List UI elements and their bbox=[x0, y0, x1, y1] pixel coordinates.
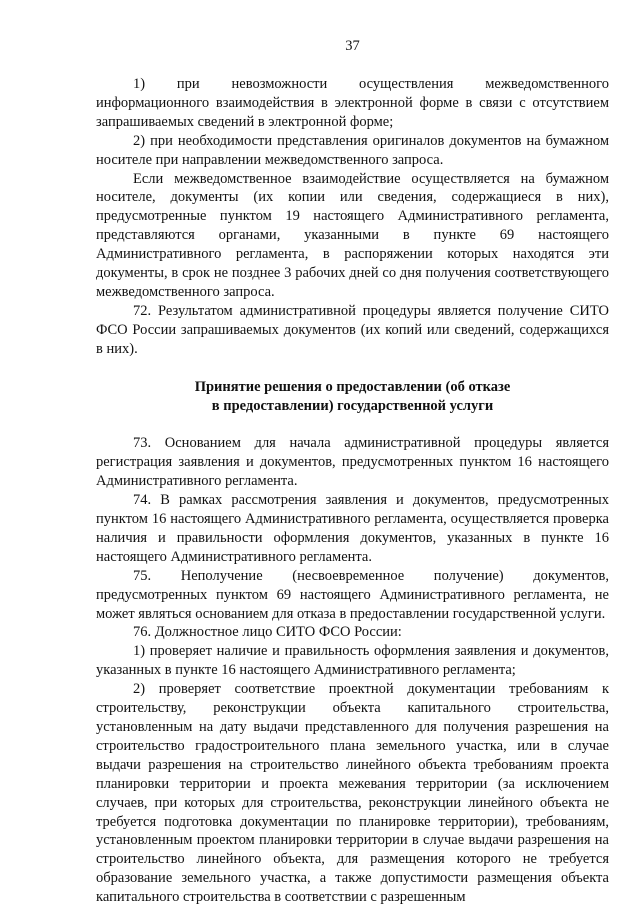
paragraph-clause-2: 2) при необходимости представления оригиналов документов на бумажном носителе при направлении межведомственного запроса. bbox=[96, 132, 609, 168]
paragraph-76: 76. Должностное лицо СИТО ФСО России: bbox=[133, 624, 402, 641]
section-heading-line-1: Принятие решения о предоставлении (об отказе bbox=[194, 378, 511, 395]
paragraph-clause-1: 1) при невозможности осуществления межведомственного информационного взаимодействия в электронной форме в связи с отсутствием запрашиваемых сведений в электронной форме; bbox=[96, 76, 609, 130]
paragraph-72: 72. Результатом административной процедуры является получение СИТО ФСО России запрашиваемых документов (их копий или сведений, содержащихся в них). bbox=[96, 302, 609, 357]
paragraph-75: 75. Неполучение (несвоевременное получение) документов, предусмотренных пунктом 69 настоящего Административного регламента, не может являться основанием для отказа в предоставлении государственной услуги. bbox=[96, 567, 609, 622]
paragraph-73: 73. Основанием для начала административной процедуры является регистрация заявления и документов, предусмотренных пунктом 16 настоящего Административного регламента. bbox=[96, 435, 609, 490]
paragraph-76-item-2: 2) проверяет соответствие проектной документации требованиям к строительству, реконструкции объекта капитального строительства, установленным на дату выдачи представленного для получения разрешения на строительство градостроительного плана земельного участка, или в случае выдачи разрешения на строительство линейного объекта требованиям проекта планировки территории и проекта межевания территории (за исключением случаев, при которых для строительства, реконструкции линейного объекта не требуется подготовка документации по планировке территории), требованиям, установленным проектом планировки территории в случае выдачи разрешения на строительство линейного объекта, для размещения которого не требуется образование земельного участка, а также допустимости размещения объекта капитального строительства в соответствии с разрешенным bbox=[96, 681, 609, 906]
section-heading-line-2: в предоставлении) государственной услуги bbox=[211, 397, 494, 414]
paragraph-paper-interaction: Если межведомственное взаимодействие осуществляется на бумажном носителе, документы (их копии или сведения, содержащиеся в них), предусмотренные пунктом 19 настоящего Административного регламента, представляются органами, указанными в пункте 69 настоящего Административного регламента, в распоряжении которых находятся эти документы, в срок не позднее 3 рабочих дней со дня получения соответствующего межведомственного запроса. bbox=[96, 170, 609, 300]
paragraph-76-item-1: 1) проверяет наличие и правильность оформления заявления и документов, указанных в пункте 16 настоящего Административного регламента; bbox=[96, 643, 609, 679]
page-number: 37 bbox=[345, 38, 360, 54]
paragraph-74: 74. В рамках рассмотрения заявления и документов, предусмотренных пунктом 16 настоящего Административного регламента, осуществляется проверка наличия и правильности оформления документов, указанных в пункте 16 настоящего Административного регламента. bbox=[96, 492, 609, 565]
section-heading bbox=[96, 378, 609, 416]
